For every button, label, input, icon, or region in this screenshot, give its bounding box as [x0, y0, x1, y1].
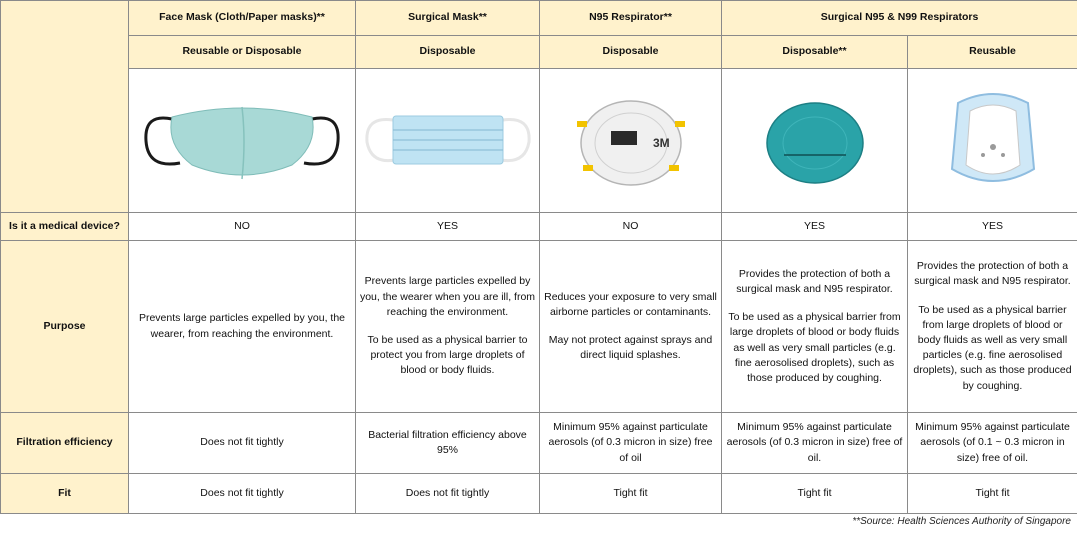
surgical-n95-image — [760, 93, 870, 189]
surgical-mask-image — [363, 106, 533, 176]
header-n95-respirator: N95 Respirator** — [540, 1, 722, 36]
medical-device-row — [1, 213, 1077, 241]
subheader-surgical-mask: Disposable — [356, 36, 540, 69]
medical-device-value: YES — [356, 213, 540, 241]
purpose-surgical-mask — [356, 241, 540, 413]
corner-cell — [1, 1, 129, 213]
header-face-mask: Face Mask (Cloth/Paper masks)** — [129, 1, 356, 36]
header-row — [1, 1, 1077, 36]
purpose-text: To be used as a physical barrier to protect you from large droplets of blood or body fluids. — [367, 334, 528, 377]
filtration-value: Minimum 95% against particulate aerosols (of 0.1 ~ 0.3 micron in size) free of oil. — [908, 413, 1077, 474]
purpose-n95 — [540, 241, 722, 413]
filtration-row — [1, 413, 1077, 474]
surgical-mask-image-cell — [356, 69, 540, 213]
n95-image-cell — [540, 69, 722, 213]
n95-stamp-text: 3M — [652, 135, 670, 150]
fit-value: Tight fit — [908, 474, 1077, 514]
medical-device-label: Is it a medical device? — [1, 213, 129, 241]
fit-label: Fit — [1, 474, 129, 514]
face-mask-image — [142, 101, 342, 181]
medical-device-value: NO — [129, 213, 356, 241]
image-row — [1, 69, 1077, 213]
reusable-respirator-image — [938, 89, 1048, 193]
purpose-text: Reduces your exposure to very small airborne particles or contaminants. — [544, 290, 717, 318]
subheader-row — [1, 36, 1077, 69]
purpose-text: Provides the protection of both a surgical mask and N95 respirator. — [736, 267, 893, 295]
medical-device-value: YES — [908, 213, 1077, 241]
subheader-n95: Disposable — [540, 36, 722, 69]
filtration-label: Filtration efficiency — [1, 413, 129, 474]
header-surgical-mask: Surgical Mask** — [356, 1, 540, 36]
filtration-value: Minimum 95% against particulate aerosols (of 0.3 micron in size) free of oil. — [722, 413, 908, 474]
filtration-value: Does not fit tightly — [129, 413, 356, 474]
purpose-reusable — [908, 241, 1077, 413]
purpose-text: Prevents large particles expelled by you, the wearer when you are ill, from reaching the environment. — [359, 275, 536, 318]
filtration-value: Bacterial filtration efficiency above 95% — [356, 413, 540, 474]
fit-value: Does not fit tightly — [129, 474, 356, 514]
source-note: **Source: Health Sciences Authority of Singapore — [852, 516, 1071, 527]
fit-row — [1, 474, 1077, 514]
purpose-text: Provides the protection of both a surgical mask and N95 respirator. — [914, 260, 1071, 288]
fit-value: Tight fit — [540, 474, 722, 514]
purpose-face-mask — [129, 241, 356, 413]
header-surgical-n95-n99: Surgical N95 & N99 Respirators — [722, 1, 1077, 36]
purpose-label: Purpose — [1, 241, 129, 413]
purpose-text: Prevents large particles expelled by you, the wearer, from reaching the environment. — [138, 312, 346, 340]
n95-respirator-image — [571, 91, 691, 191]
surgical-n95-image-cell — [722, 69, 908, 213]
purpose-row — [1, 241, 1077, 413]
reusable-respirator-image-cell — [908, 69, 1077, 213]
medical-device-value: NO — [540, 213, 722, 241]
fit-value: Does not fit tightly — [356, 474, 540, 514]
filtration-value: Minimum 95% against particulate aerosols (of 0.3 micron in size) free of oil — [540, 413, 722, 474]
medical-device-value: YES — [722, 213, 908, 241]
purpose-text: To be used as a physical barrier from large droplets of blood or body fluids as well as very small particles (e.g. fine aerosolised droplets), such as those produced by coughing. — [913, 303, 1072, 392]
purpose-surgical-n95 — [722, 241, 908, 413]
subheader-face-mask: Reusable or Disposable — [129, 36, 356, 69]
purpose-text: To be used as a physical barrier from large droplets of blood or body fluids as well as very small particles (e.g. fine aerosolised droplets), such as those produced by coughing. — [728, 311, 901, 385]
subheader-surgical-n95: Disposable** — [722, 36, 908, 69]
subheader-reusable: Reusable — [908, 36, 1077, 69]
purpose-text: May not protect against sprays and direct liquid splashes. — [548, 334, 713, 362]
fit-value: Tight fit — [722, 474, 908, 514]
face-mask-image-cell — [129, 69, 356, 213]
